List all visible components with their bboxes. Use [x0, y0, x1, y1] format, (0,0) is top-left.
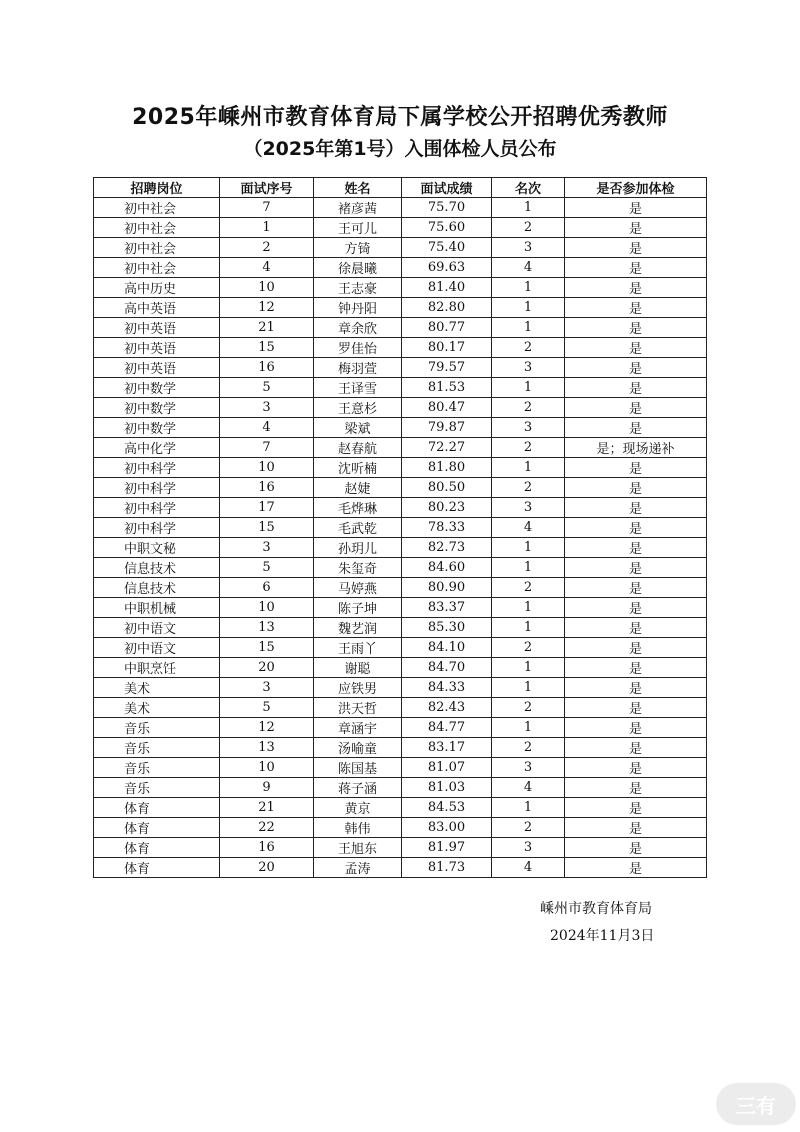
cell-interview-no: 2 [220, 238, 314, 258]
cell-interview-no: 15 [220, 338, 314, 358]
cell-post: 中职机械 [94, 598, 220, 618]
cell-name: 孟涛 [314, 858, 402, 878]
cell-rank: 1 [492, 458, 565, 478]
cell-post: 初中社会 [94, 218, 220, 238]
cell-medical-exam: 是 [565, 858, 707, 878]
cell-rank: 4 [492, 518, 565, 538]
cell-rank: 2 [492, 578, 565, 598]
table-header-row [94, 178, 707, 198]
cell-name: 陈子坤 [314, 598, 402, 618]
table-row [94, 778, 707, 798]
cell-score: 78.33 [402, 518, 492, 538]
cell-interview-no: 10 [220, 758, 314, 778]
cell-rank: 1 [492, 278, 565, 298]
cell-name: 王旭东 [314, 838, 402, 858]
table-row [94, 538, 707, 558]
cell-interview-no: 7 [220, 198, 314, 218]
cell-rank: 1 [492, 658, 565, 678]
cell-medical-exam: 是 [565, 538, 707, 558]
table-row [94, 518, 707, 538]
cell-name: 王可儿 [314, 218, 402, 238]
cell-name: 王志豪 [314, 278, 402, 298]
cell-score: 72.27 [402, 438, 492, 458]
table-row [94, 218, 707, 238]
cell-name: 洪天哲 [314, 698, 402, 718]
cell-rank: 1 [492, 538, 565, 558]
table-row [94, 698, 707, 718]
column-header-interview-no: 面试序号 [220, 178, 314, 198]
cell-name: 毛烨琳 [314, 498, 402, 518]
cell-medical-exam: 是 [565, 698, 707, 718]
cell-post: 初中科学 [94, 478, 220, 498]
cell-interview-no: 12 [220, 298, 314, 318]
cell-name: 赵婕 [314, 478, 402, 498]
cell-rank: 1 [492, 618, 565, 638]
cell-name: 汤喻童 [314, 738, 402, 758]
cell-score: 83.37 [402, 598, 492, 618]
cell-rank: 2 [492, 398, 565, 418]
cell-post: 高中化学 [94, 438, 220, 458]
cell-interview-no: 7 [220, 438, 314, 458]
table-row [94, 638, 707, 658]
cell-rank: 3 [492, 358, 565, 378]
table-row [94, 278, 707, 298]
table-row [94, 198, 707, 218]
cell-interview-no: 17 [220, 498, 314, 518]
cell-name: 黄京 [314, 798, 402, 818]
cell-interview-no: 21 [220, 798, 314, 818]
cell-post: 体育 [94, 838, 220, 858]
cell-medical-exam: 是 [565, 838, 707, 858]
cell-medical-exam: 是 [565, 758, 707, 778]
cell-post: 音乐 [94, 738, 220, 758]
cell-medical-exam: 是 [565, 278, 707, 298]
cell-interview-no: 6 [220, 578, 314, 598]
table-row [94, 378, 707, 398]
cell-post: 初中数学 [94, 378, 220, 398]
table-row [94, 658, 707, 678]
cell-interview-no: 16 [220, 838, 314, 858]
cell-score: 81.73 [402, 858, 492, 878]
cell-score: 79.87 [402, 418, 492, 438]
cell-post: 初中数学 [94, 418, 220, 438]
cell-interview-no: 10 [220, 278, 314, 298]
cell-post: 体育 [94, 818, 220, 838]
cell-rank: 1 [492, 298, 565, 318]
cell-name: 褚彦茜 [314, 198, 402, 218]
cell-interview-no: 12 [220, 718, 314, 738]
cell-post: 初中科学 [94, 458, 220, 478]
cell-score: 81.53 [402, 378, 492, 398]
column-header-rank: 名次 [492, 178, 565, 198]
cell-post: 初中语文 [94, 638, 220, 658]
cell-medical-exam: 是 [565, 258, 707, 278]
cell-medical-exam: 是 [565, 478, 707, 498]
cell-post: 初中社会 [94, 198, 220, 218]
table-row [94, 338, 707, 358]
cell-post: 中职烹饪 [94, 658, 220, 678]
cell-medical-exam: 是 [565, 318, 707, 338]
table-row [94, 458, 707, 478]
table-row [94, 238, 707, 258]
table-row [94, 598, 707, 618]
cell-post: 美术 [94, 698, 220, 718]
cell-name: 沈听楠 [314, 458, 402, 478]
cell-name: 方锜 [314, 238, 402, 258]
cell-name: 朱玺奇 [314, 558, 402, 578]
cell-name: 应铁男 [314, 678, 402, 698]
table-row [94, 578, 707, 598]
cell-medical-exam: 是 [565, 578, 707, 598]
cell-score: 81.07 [402, 758, 492, 778]
table-row [94, 818, 707, 838]
cell-rank: 1 [492, 718, 565, 738]
cell-rank: 4 [492, 778, 565, 798]
cell-interview-no: 22 [220, 818, 314, 838]
table-row [94, 798, 707, 818]
cell-medical-exam: 是 [565, 618, 707, 638]
cell-name: 罗佳怡 [314, 338, 402, 358]
cell-score: 79.57 [402, 358, 492, 378]
table-row [94, 718, 707, 738]
cell-medical-exam: 是 [565, 778, 707, 798]
table-row [94, 758, 707, 778]
cell-interview-no: 20 [220, 658, 314, 678]
cell-medical-exam: 是 [565, 498, 707, 518]
cell-score: 69.63 [402, 258, 492, 278]
column-header-score: 面试成绩 [402, 178, 492, 198]
cell-interview-no: 5 [220, 558, 314, 578]
cell-name: 马婷燕 [314, 578, 402, 598]
cell-interview-no: 10 [220, 458, 314, 478]
cell-interview-no: 1 [220, 218, 314, 238]
cell-score: 85.30 [402, 618, 492, 638]
cell-medical-exam: 是 [565, 218, 707, 238]
cell-medical-exam: 是 [565, 638, 707, 658]
cell-name: 谢聪 [314, 658, 402, 678]
cell-post: 初中英语 [94, 358, 220, 378]
table-row [94, 358, 707, 378]
cell-post: 初中英语 [94, 318, 220, 338]
cell-rank: 4 [492, 858, 565, 878]
table-row [94, 398, 707, 418]
cell-score: 80.50 [402, 478, 492, 498]
candidate-table [93, 177, 707, 878]
cell-post: 初中社会 [94, 258, 220, 278]
cell-interview-no: 4 [220, 418, 314, 438]
cell-score: 81.97 [402, 838, 492, 858]
cell-post: 音乐 [94, 778, 220, 798]
table-row [94, 558, 707, 578]
issue-date: 2024年11月3日 [550, 928, 655, 944]
cell-score: 75.40 [402, 238, 492, 258]
cell-name: 章涵宇 [314, 718, 402, 738]
column-header-post: 招聘岗位 [94, 178, 220, 198]
cell-interview-no: 13 [220, 738, 314, 758]
cell-name: 蒋子涵 [314, 778, 402, 798]
document-title: 2025年嵊州市教育体育局下属学校公开招聘优秀教师 [132, 105, 668, 130]
cell-rank: 3 [492, 238, 565, 258]
cell-score: 84.70 [402, 658, 492, 678]
cell-post: 音乐 [94, 718, 220, 738]
cell-name: 魏艺润 [314, 618, 402, 638]
cell-interview-no: 10 [220, 598, 314, 618]
cell-medical-exam: 是 [565, 458, 707, 478]
cell-rank: 3 [492, 498, 565, 518]
cell-name: 梁斌 [314, 418, 402, 438]
cell-rank: 1 [492, 558, 565, 578]
cell-rank: 1 [492, 798, 565, 818]
table-row [94, 418, 707, 438]
cell-rank: 2 [492, 338, 565, 358]
cell-medical-exam: 是 [565, 238, 707, 258]
cell-post: 信息技术 [94, 578, 220, 598]
cell-post: 体育 [94, 798, 220, 818]
table-row [94, 478, 707, 498]
cell-medical-exam: 是；现场递补 [565, 438, 707, 458]
table-row [94, 838, 707, 858]
cell-name: 韩伟 [314, 818, 402, 838]
cell-score: 84.33 [402, 678, 492, 698]
cell-post: 初中科学 [94, 498, 220, 518]
cell-medical-exam: 是 [565, 418, 707, 438]
cell-medical-exam: 是 [565, 738, 707, 758]
cell-name: 梅羽萱 [314, 358, 402, 378]
cell-post: 高中英语 [94, 298, 220, 318]
table-row [94, 258, 707, 278]
cell-interview-no: 5 [220, 378, 314, 398]
cell-score: 84.60 [402, 558, 492, 578]
cell-interview-no: 5 [220, 698, 314, 718]
cell-medical-exam: 是 [565, 398, 707, 418]
cell-medical-exam: 是 [565, 358, 707, 378]
cell-interview-no: 3 [220, 678, 314, 698]
cell-rank: 2 [492, 438, 565, 458]
cell-rank: 1 [492, 598, 565, 618]
cell-interview-no: 15 [220, 518, 314, 538]
cell-medical-exam: 是 [565, 718, 707, 738]
cell-post: 初中社会 [94, 238, 220, 258]
cell-medical-exam: 是 [565, 378, 707, 398]
table-row [94, 858, 707, 878]
cell-post: 音乐 [94, 758, 220, 778]
cell-medical-exam: 是 [565, 298, 707, 318]
cell-name: 毛武乾 [314, 518, 402, 538]
cell-rank: 2 [492, 738, 565, 758]
cell-interview-no: 3 [220, 538, 314, 558]
floating-action-button[interactable]: 三有 [716, 1083, 796, 1125]
cell-rank: 1 [492, 678, 565, 698]
cell-medical-exam: 是 [565, 198, 707, 218]
cell-rank: 2 [492, 698, 565, 718]
cell-post: 中职文秘 [94, 538, 220, 558]
cell-rank: 3 [492, 418, 565, 438]
cell-post: 初中语文 [94, 618, 220, 638]
cell-rank: 2 [492, 478, 565, 498]
cell-score: 80.47 [402, 398, 492, 418]
cell-score: 82.73 [402, 538, 492, 558]
table-row [94, 298, 707, 318]
cell-rank: 1 [492, 318, 565, 338]
cell-score: 82.80 [402, 298, 492, 318]
cell-medical-exam: 是 [565, 338, 707, 358]
cell-name: 钟丹阳 [314, 298, 402, 318]
document-subtitle: （2025年第1号）入围体检人员公布 [243, 138, 557, 160]
cell-score: 80.23 [402, 498, 492, 518]
column-header-name: 姓名 [314, 178, 402, 198]
cell-medical-exam: 是 [565, 658, 707, 678]
table-row [94, 618, 707, 638]
cell-score: 84.77 [402, 718, 492, 738]
cell-interview-no: 16 [220, 478, 314, 498]
cell-rank: 2 [492, 218, 565, 238]
cell-rank: 3 [492, 758, 565, 778]
cell-medical-exam: 是 [565, 818, 707, 838]
cell-rank: 3 [492, 838, 565, 858]
cell-interview-no: 13 [220, 618, 314, 638]
cell-interview-no: 20 [220, 858, 314, 878]
cell-post: 美术 [94, 678, 220, 698]
table-row [94, 498, 707, 518]
cell-rank: 1 [492, 378, 565, 398]
cell-score: 84.53 [402, 798, 492, 818]
cell-score: 83.17 [402, 738, 492, 758]
cell-score: 81.40 [402, 278, 492, 298]
cell-post: 信息技术 [94, 558, 220, 578]
table-row [94, 738, 707, 758]
cell-name: 赵春航 [314, 438, 402, 458]
cell-score: 80.17 [402, 338, 492, 358]
cell-rank: 1 [492, 198, 565, 218]
cell-name: 王雨丫 [314, 638, 402, 658]
cell-post: 体育 [94, 858, 220, 878]
cell-medical-exam: 是 [565, 558, 707, 578]
cell-score: 80.77 [402, 318, 492, 338]
cell-medical-exam: 是 [565, 518, 707, 538]
cell-score: 75.60 [402, 218, 492, 238]
cell-post: 初中数学 [94, 398, 220, 418]
cell-rank: 2 [492, 818, 565, 838]
cell-post: 高中历史 [94, 278, 220, 298]
cell-medical-exam: 是 [565, 678, 707, 698]
cell-post: 初中英语 [94, 338, 220, 358]
cell-rank: 4 [492, 258, 565, 278]
table-body [94, 198, 707, 878]
cell-name: 章余欣 [314, 318, 402, 338]
cell-score: 84.10 [402, 638, 492, 658]
cell-score: 80.90 [402, 578, 492, 598]
cell-medical-exam: 是 [565, 798, 707, 818]
cell-medical-exam: 是 [565, 598, 707, 618]
cell-score: 83.00 [402, 818, 492, 838]
cell-rank: 2 [492, 638, 565, 658]
cell-score: 75.70 [402, 198, 492, 218]
column-header-medical-exam: 是否参加体检 [565, 178, 707, 198]
table-row [94, 438, 707, 458]
cell-interview-no: 16 [220, 358, 314, 378]
cell-name: 徐晨曦 [314, 258, 402, 278]
cell-interview-no: 3 [220, 398, 314, 418]
issuer: 嵊州市教育体育局 [540, 901, 652, 917]
cell-score: 81.03 [402, 778, 492, 798]
table-row [94, 678, 707, 698]
cell-interview-no: 15 [220, 638, 314, 658]
cell-name: 王意杉 [314, 398, 402, 418]
cell-score: 82.43 [402, 698, 492, 718]
cell-interview-no: 4 [220, 258, 314, 278]
cell-name: 陈国基 [314, 758, 402, 778]
cell-post: 初中科学 [94, 518, 220, 538]
cell-name: 王译雪 [314, 378, 402, 398]
cell-interview-no: 9 [220, 778, 314, 798]
cell-interview-no: 21 [220, 318, 314, 338]
cell-score: 81.80 [402, 458, 492, 478]
cell-name: 孙玥儿 [314, 538, 402, 558]
table-row [94, 318, 707, 338]
